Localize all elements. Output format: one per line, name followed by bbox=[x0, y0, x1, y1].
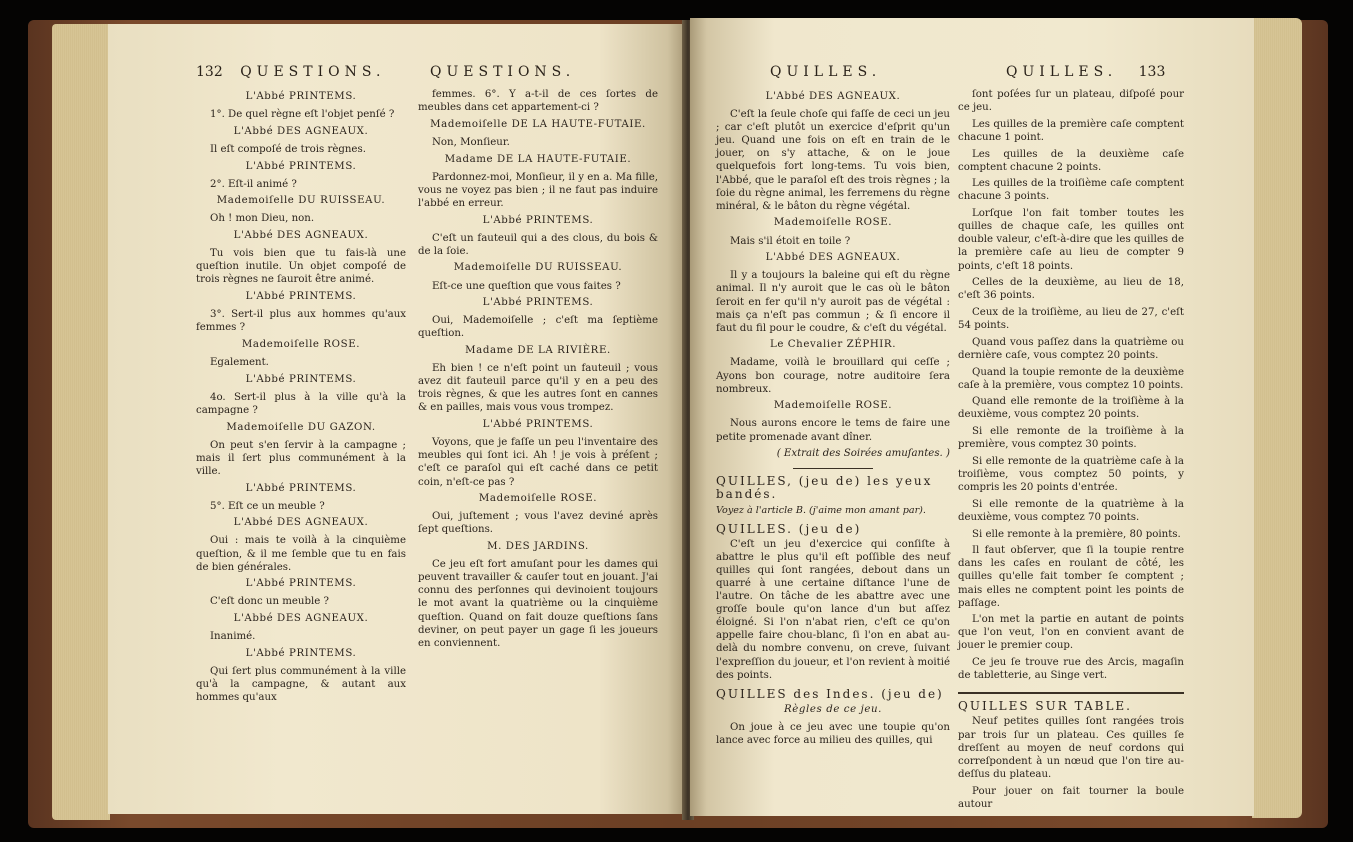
paragraph: femmes. 6°. Y a-t-il de ces ſortes de meubles dans cet appartement-ci ? bbox=[418, 89, 658, 114]
cross-reference: Voyez à l'article B. (j'aime mon amant par). bbox=[716, 504, 926, 516]
left-page-header-2 bbox=[430, 64, 575, 80]
paragraph: Les quilles de la deuxième caſe comptent chacune 2 points. bbox=[958, 148, 1184, 173]
left-page-column-2 bbox=[418, 88, 658, 653]
paragraph: Ce jeu eſt fort amuſant pour les dames qui peuvent travailler & cauſer tout en jouant. J'ai connu des perſonnes qui devinoient toujours le mot avant la quatrième ou la cinquième queſtion. Quand on fait douze queſtions ſans deviner, on peut payer un gage ſi les joueurs en conviennent. bbox=[418, 559, 658, 649]
paragraph: Les quilles de la troiſième caſe comptent chacune 3 points. bbox=[958, 178, 1184, 203]
right-page-column-2 bbox=[958, 88, 1184, 814]
source-note: ( Extrait des Soirées amuſantes. ) bbox=[776, 448, 950, 460]
section-rule bbox=[793, 468, 873, 469]
paragraph: Quand elle remonte de la troiſième à la deuxième, vous comptez 20 points. bbox=[958, 396, 1184, 421]
paragraph: Il faut obſerver, que ſi la toupie rentre dans les caſes en roulant de côté, les quilles qu'elle fait tomber ſe comptent ; mais elles ne comptent point les points de paſſage. bbox=[958, 545, 1184, 609]
paragraph: Il eſt compoſé de trois règnes. bbox=[210, 143, 366, 155]
paragraph: Neuf petites quilles ſont rangées trois par trois ſur un plateau. Ces quilles ſe dreſſent au moyen de neuf cordons qui correſpondent à un nœud que l'on tire au-deſſus du plateau. bbox=[958, 716, 1184, 780]
paragraph: 5°. Eſt ce un meuble ? bbox=[210, 500, 325, 512]
speaker-name: L'Abbé PRINTEMS. bbox=[245, 647, 357, 659]
paragraph: 2°. Eſt-il animé ? bbox=[210, 178, 297, 190]
paragraph: Ceux de la troiſième, au lieu de 27, c'eſt 54 points. bbox=[958, 306, 1184, 332]
paragraph: Si elle remonte de la troiſième à la première, vous comptez 30 points. bbox=[958, 426, 1184, 451]
paragraph: Mais s'il étoit en toile ? bbox=[730, 235, 851, 247]
right-running-head-2: QUILLES. bbox=[1006, 64, 1118, 80]
paragraph: Nous aurons encore le tems de faire une petite promenade avant dîner. bbox=[716, 418, 950, 443]
speaker-name: L'Abbé PRINTEMS. bbox=[245, 578, 357, 590]
speaker-name: L'Abbé DES AGNEAUX. bbox=[765, 252, 901, 264]
speaker-name: Mademoiſelle ROSE. bbox=[773, 400, 893, 412]
right-page-column-1 bbox=[716, 88, 950, 751]
left-running-head-2: QUESTIONS. bbox=[430, 64, 576, 80]
paragraph: Pardonnez-moi, Monſieur, il y en a. Ma fille, vous ne voyez pas bien ; il ne faut pas induire l'abbé en erreur. bbox=[418, 171, 658, 209]
paragraph: Quand vous paſſez dans la quatrième ou dernière caſe, vous comptez 20 points. bbox=[958, 336, 1184, 361]
section-rule bbox=[958, 692, 1184, 694]
left-page-number: 132 bbox=[196, 64, 223, 80]
speaker-name: L'Abbé DES AGNEAUX. bbox=[765, 91, 901, 102]
speaker-name: L'Abbé PRINTEMS. bbox=[482, 214, 594, 226]
paragraph: Qui ſert plus communément à la ville qu'à la campagne, & autant aux hommes qu'aux bbox=[196, 666, 406, 704]
speaker-name: Mademoiſelle DU GAZON. bbox=[226, 421, 376, 433]
left-running-head: QUESTIONS. bbox=[240, 64, 386, 80]
paragraph: Quand la toupie remonte de la deuxième caſe à la première, vous comptez 10 points. bbox=[958, 366, 1184, 391]
paragraph: Il y a toujours la baleine qui eſt du règne animal. Il n'y auroit que le cas où le bâton ſeroit en fer qu'il n'y auroit pas de végétal : mais ça n'eſt pas commun ; & ſi encore il faut du fil pour le coudre, & c'eſt du végétal. bbox=[716, 270, 950, 334]
paragraph: L'on met la partie en autant de points que l'on veut, l'on en convient avant de jouer le premier coup. bbox=[958, 614, 1184, 652]
paragraph: Eh bien ! ce n'eſt point un fauteuil ; vous avez dit fauteuil parce qu'il y en a peu des trois règnes, & que les autres ſont en cannes & en pailles, mais vous vous trompez. bbox=[418, 363, 658, 414]
right-page-header-1 bbox=[770, 64, 881, 80]
speaker-name: L'Abbé PRINTEMS. bbox=[245, 91, 357, 102]
section-title: QUILLES SUR TABLE. bbox=[958, 699, 1132, 714]
right-page-number: 133 bbox=[1138, 64, 1166, 80]
paragraph: Celles de la deuxième, au lieu de 18, c'eſt 36 points. bbox=[958, 277, 1184, 302]
speaker-name: Mademoiſelle DE LA HAUTE-FUTAIE. bbox=[430, 118, 646, 130]
speaker-name: Mademoiſelle ROSE. bbox=[241, 338, 361, 350]
speaker-name: L'Abbé PRINTEMS. bbox=[482, 419, 594, 431]
paragraph: Oh ! mon Dieu, non. bbox=[210, 213, 315, 225]
paragraph: Non, Monſieur. bbox=[432, 136, 510, 148]
speaker-name: L'Abbé PRINTEMS. bbox=[245, 373, 357, 385]
paragraph: Oui, Mademoiſelle ; c'eſt ma ſeptième queſtion. bbox=[418, 315, 658, 340]
paragraph: Les quilles de la première caſe comptent chacune 1 point. bbox=[958, 118, 1184, 143]
speaker-name: L'Abbé PRINTEMS. bbox=[245, 291, 357, 303]
paragraph: C'eſt la ſeule choſe qui faſſe de ceci un jeu ; car c'eſt plutôt un exercice d'eſprit qu'un jeu. Quand une fois on eſt en train de le jouer, on s'y attache, & on le joue quelquefois fort long-tems. Tu vois bien, l'Abbé, que le paraſol eſt des trois règnes ; la ſoie du règne animal, les ferremens du règne minéral, & le bâton du règne végétal. bbox=[716, 109, 950, 212]
section-title: QUILLES. (jeu de) bbox=[716, 521, 862, 536]
speaker-name: L'Abbé DES AGNEAUX. bbox=[233, 517, 369, 529]
speaker-name: Mademoiſelle DU RUISSEAU. bbox=[453, 262, 623, 274]
paragraph: Eſt-ce une queſtion que vous faites ? bbox=[432, 280, 621, 292]
paragraph: On joue à ce jeu avec une toupie qu'on lance avec force au milieu des quilles, qui bbox=[716, 721, 950, 746]
paragraph: C'eſt un fauteuil qui a des clous, du bois & de la ſoie. bbox=[418, 232, 658, 257]
paragraph: Si elle remonte de la quatrième à la deuxième, vous comptez 70 points. bbox=[958, 498, 1184, 523]
speaker-name: Mademoiſelle ROSE. bbox=[478, 493, 598, 505]
paragraph: Oui, juſtement ; vous l'avez deviné après ſept queſtions. bbox=[418, 511, 658, 536]
paragraph: ſont poſées ſur un plateau, diſpoſé pour ce jeu. bbox=[958, 89, 1184, 114]
paragraph: Oui : mais te voilà à la cinquième queſtion, & il me ſemble que tu en fais de bien générales. bbox=[196, 535, 406, 573]
page-edges-right bbox=[1252, 18, 1302, 818]
paragraph: Tu vois bien que tu fais-là une queſtion inutile. Un objet compoſé de trois règnes ne ſauroit être animé. bbox=[196, 248, 406, 286]
right-page-header-2 bbox=[1006, 64, 1165, 80]
speaker-name: L'Abbé DES AGNEAUX. bbox=[233, 125, 369, 137]
paragraph: Si elle remonte à la première, 80 points. bbox=[972, 528, 1181, 540]
section-title: QUILLES, (jeu de) les yeux bandés. bbox=[716, 474, 933, 502]
right-running-head-1: QUILLES. bbox=[770, 64, 882, 80]
paragraph: Ce jeu ſe trouve rue des Arcis, magaſin de tabletterie, au Singe vert. bbox=[958, 657, 1184, 682]
paragraph: 3°. Sert-il plus aux hommes qu'aux femmes ? bbox=[196, 309, 406, 334]
left-page-column-1 bbox=[196, 88, 406, 708]
paragraph: 4o. Sert-il plus à la ville qu'à la campagne ? bbox=[196, 391, 406, 416]
speaker-name: Madame DE LA HAUTE-FUTAIE. bbox=[444, 153, 632, 165]
speaker-name: L'Abbé PRINTEMS. bbox=[245, 160, 357, 172]
paragraph: C'eſt donc un meuble ? bbox=[210, 596, 330, 608]
paragraph: Voyons, que je faſſe un peu l'inventaire des meubles qui ſont ici. Ah ! je vois à préſent ; c'eſt ce paraſol qui eſt caché dans ce petit coin, n'eſt-ce pas ? bbox=[418, 437, 658, 488]
left-page-header bbox=[196, 64, 385, 80]
paragraph: On peut s'en ſervir à la campagne ; mais il ſert plus communément à la ville. bbox=[196, 439, 406, 477]
speaker-name: Le Chevalier ZÉPHIR. bbox=[769, 339, 897, 351]
speaker-name: Mademoiſelle ROSE. bbox=[773, 217, 893, 229]
paragraph: Lorſque l'on fait tomber toutes les quilles de chaque caſe, les quilles ont double valeur, c'eſt-à-dire que les quilles de la première caſe au lieu de compter 9 points, c'eſt 18 points. bbox=[958, 208, 1184, 272]
paragraph: Madame, voilà le brouillard qui ceſſe ; Ayons bon courage, notre auditoire ſera nombreux. bbox=[716, 357, 950, 395]
paragraph: Inanimé. bbox=[210, 631, 256, 643]
section-title: QUILLES des Indes. (jeu de) bbox=[716, 686, 944, 701]
speaker-name: L'Abbé PRINTEMS. bbox=[482, 297, 594, 309]
paragraph: Si elle remonte de la quatrième caſe à la troiſième, vous comptez 50 points, y compris les 20 points d'entrée. bbox=[958, 455, 1184, 494]
speaker-name: Madame DE LA RIVIÈRE. bbox=[465, 345, 611, 357]
speaker-name: M. DES JARDINS. bbox=[487, 541, 589, 553]
paragraph: Egalement. bbox=[210, 357, 269, 369]
speaker-name: L'Abbé PRINTEMS. bbox=[245, 482, 357, 494]
speaker-name: L'Abbé DES AGNEAUX. bbox=[233, 230, 369, 242]
paragraph: C'eſt un jeu d'exercice qui conſiſte à abattre le plus qu'il eſt poſſible des neuf quilles qui ſont rangées, debout dans un quarré à une certaine diſtance l'une de l'autre. On tâche de les abattre avec une groſſe boule qu'on lance d'un but aſſez éloigné. Si l'on n'abat rien, c'eſt ce qu'on appelle faire chou-blanc, ſi l'on en abat au-delà du nombre convenu, on creve, ſuivant l'expreſſion du joueur, et l'on revient à moitié des points. bbox=[716, 538, 950, 681]
page-edges-left bbox=[52, 24, 110, 820]
speaker-name: Mademoiſelle DU RUISSEAU. bbox=[216, 195, 386, 207]
paragraph: 1°. De quel règne eſt l'objet penſé ? bbox=[210, 109, 395, 121]
section-subtitle: Règles de ce jeu. bbox=[784, 703, 882, 715]
paragraph: Pour jouer on fait tourner la boule autour bbox=[958, 785, 1184, 810]
speaker-name: L'Abbé DES AGNEAUX. bbox=[233, 613, 369, 625]
